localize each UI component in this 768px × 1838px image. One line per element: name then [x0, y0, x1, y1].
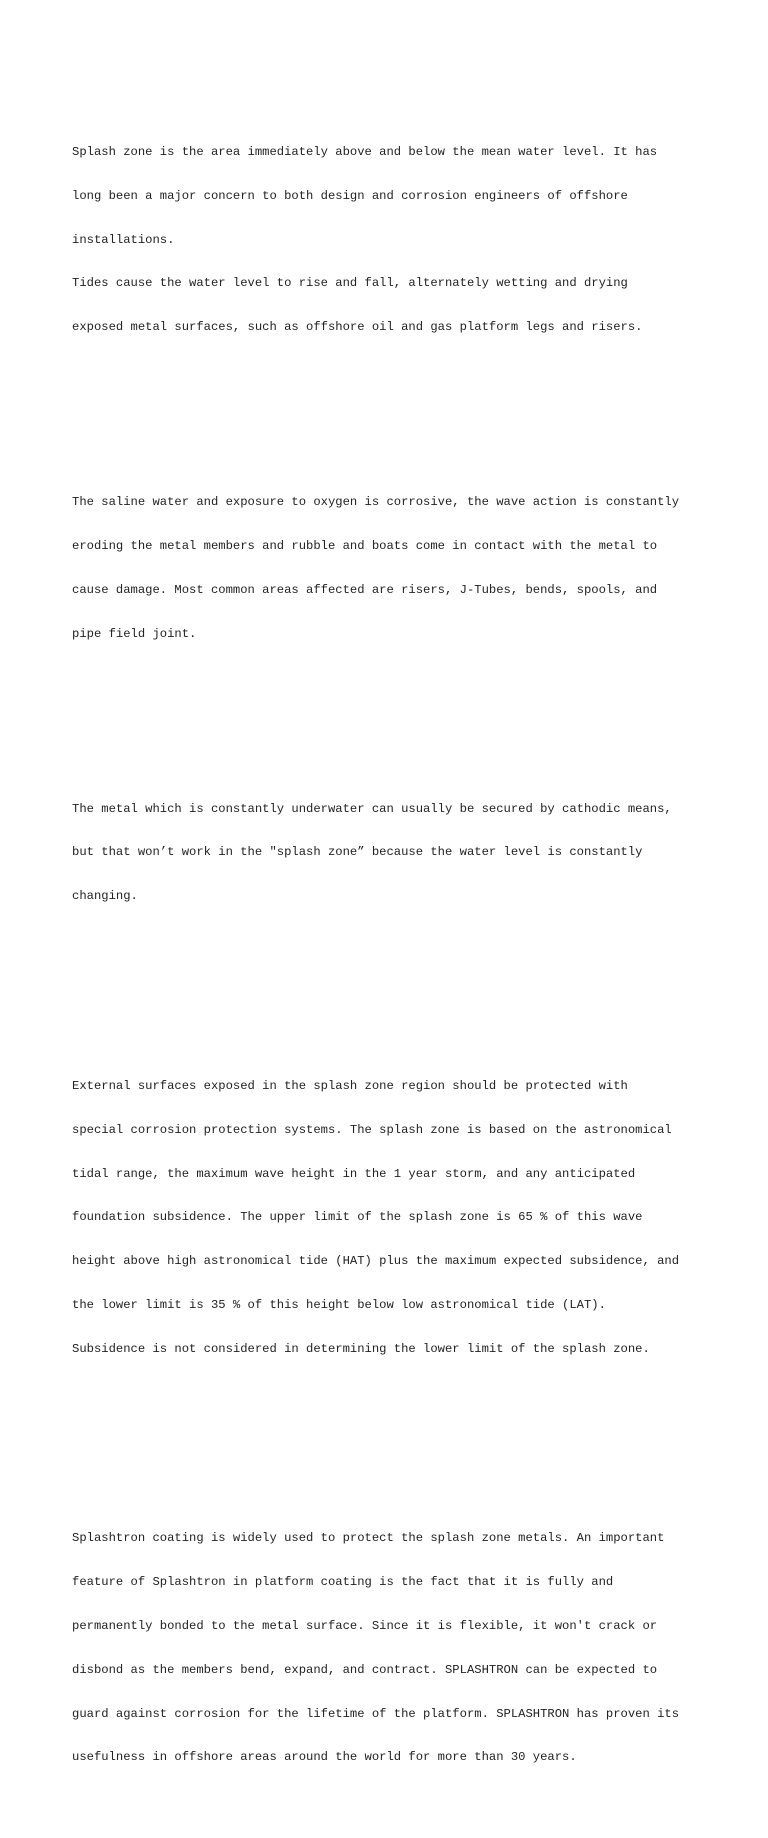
paragraph-cathodic-protection — [72, 773, 712, 934]
paragraph-spacer — [72, 977, 712, 1006]
paragraph-splash-zone-intro — [72, 116, 712, 364]
text-line: The saline water and exposure to oxygen is corrosive, the wave action is constantly — [72, 495, 680, 510]
text-line: Tides cause the water level to rise and fall, alternately wetting and drying — [72, 276, 628, 291]
text-line: permanently bonded to the metal surface. Since it is flexible, it won't crack or — [72, 1618, 658, 1633]
paragraph-spacer — [72, 714, 712, 729]
text-line: guard against corrosion for the lifetime of the platform. SPLASHTRON has proven its — [72, 1706, 680, 1721]
text-line: Splash zone is the area immediately above and below the mean water level. It has — [72, 144, 658, 159]
text-line: changing. — [72, 889, 138, 904]
text-line: cause damage. Most common areas affected are risers, J-Tubes, bends, spools, and — [72, 582, 658, 597]
paragraph-spacer — [72, 1429, 712, 1458]
paragraph-splash-zone-limits — [72, 1050, 712, 1386]
text-line: feature of Splashtron in platform coating is the fact that it is fully and — [72, 1575, 614, 1590]
text-line: tidal range, the maximum wave height in the 1 year storm, and any anticipated — [72, 1166, 636, 1181]
text-line: height above high astronomical tide (HAT) plus the maximum expected subsidence, and — [72, 1254, 680, 1269]
text-line: long been a major concern to both design and corrosion engineers of offshore — [72, 188, 628, 203]
text-line: Subsidence is not considered in determining the lower limit of the splash zone. — [72, 1341, 650, 1356]
text-line: installations. — [72, 232, 175, 247]
text-line: foundation subsidence. The upper limit of the splash zone is 65 % of this wave — [72, 1210, 643, 1225]
document-body — [72, 72, 712, 1838]
text-line: pipe field joint. — [72, 626, 197, 641]
text-line: but that won’t work in the "splash zone” because the water level is constantly — [72, 845, 643, 860]
text-line: disbond as the members bend, expand, and contract. SPLASHTRON can be expected to — [72, 1662, 658, 1677]
text-line: eroding the metal members and rubble and boats come in contact with the metal to — [72, 539, 658, 553]
paragraph-spacer — [72, 408, 712, 423]
text-line: External surfaces exposed in the splash zone region should be protected with — [72, 1078, 628, 1093]
text-line: special corrosion protection systems. The splash zone is based on the astronomical — [72, 1122, 672, 1137]
text-line: usefulness in offshore areas around the world for more than 30 years. — [72, 1750, 577, 1765]
text-line: Splashtron coating is widely used to protect the splash zone metals. An important — [72, 1531, 665, 1546]
text-line: The metal which is constantly underwater can usually be secured by cathodic means, — [72, 801, 672, 816]
paragraph-corrosion-causes — [72, 466, 712, 670]
text-line: exposed metal surfaces, such as offshore oil and gas platform legs and risers. — [72, 320, 643, 335]
paragraph-splashtron-coating — [72, 1502, 712, 1794]
text-line: the lower limit is 35 % of this height below low astronomical tide (LAT). — [72, 1297, 606, 1312]
